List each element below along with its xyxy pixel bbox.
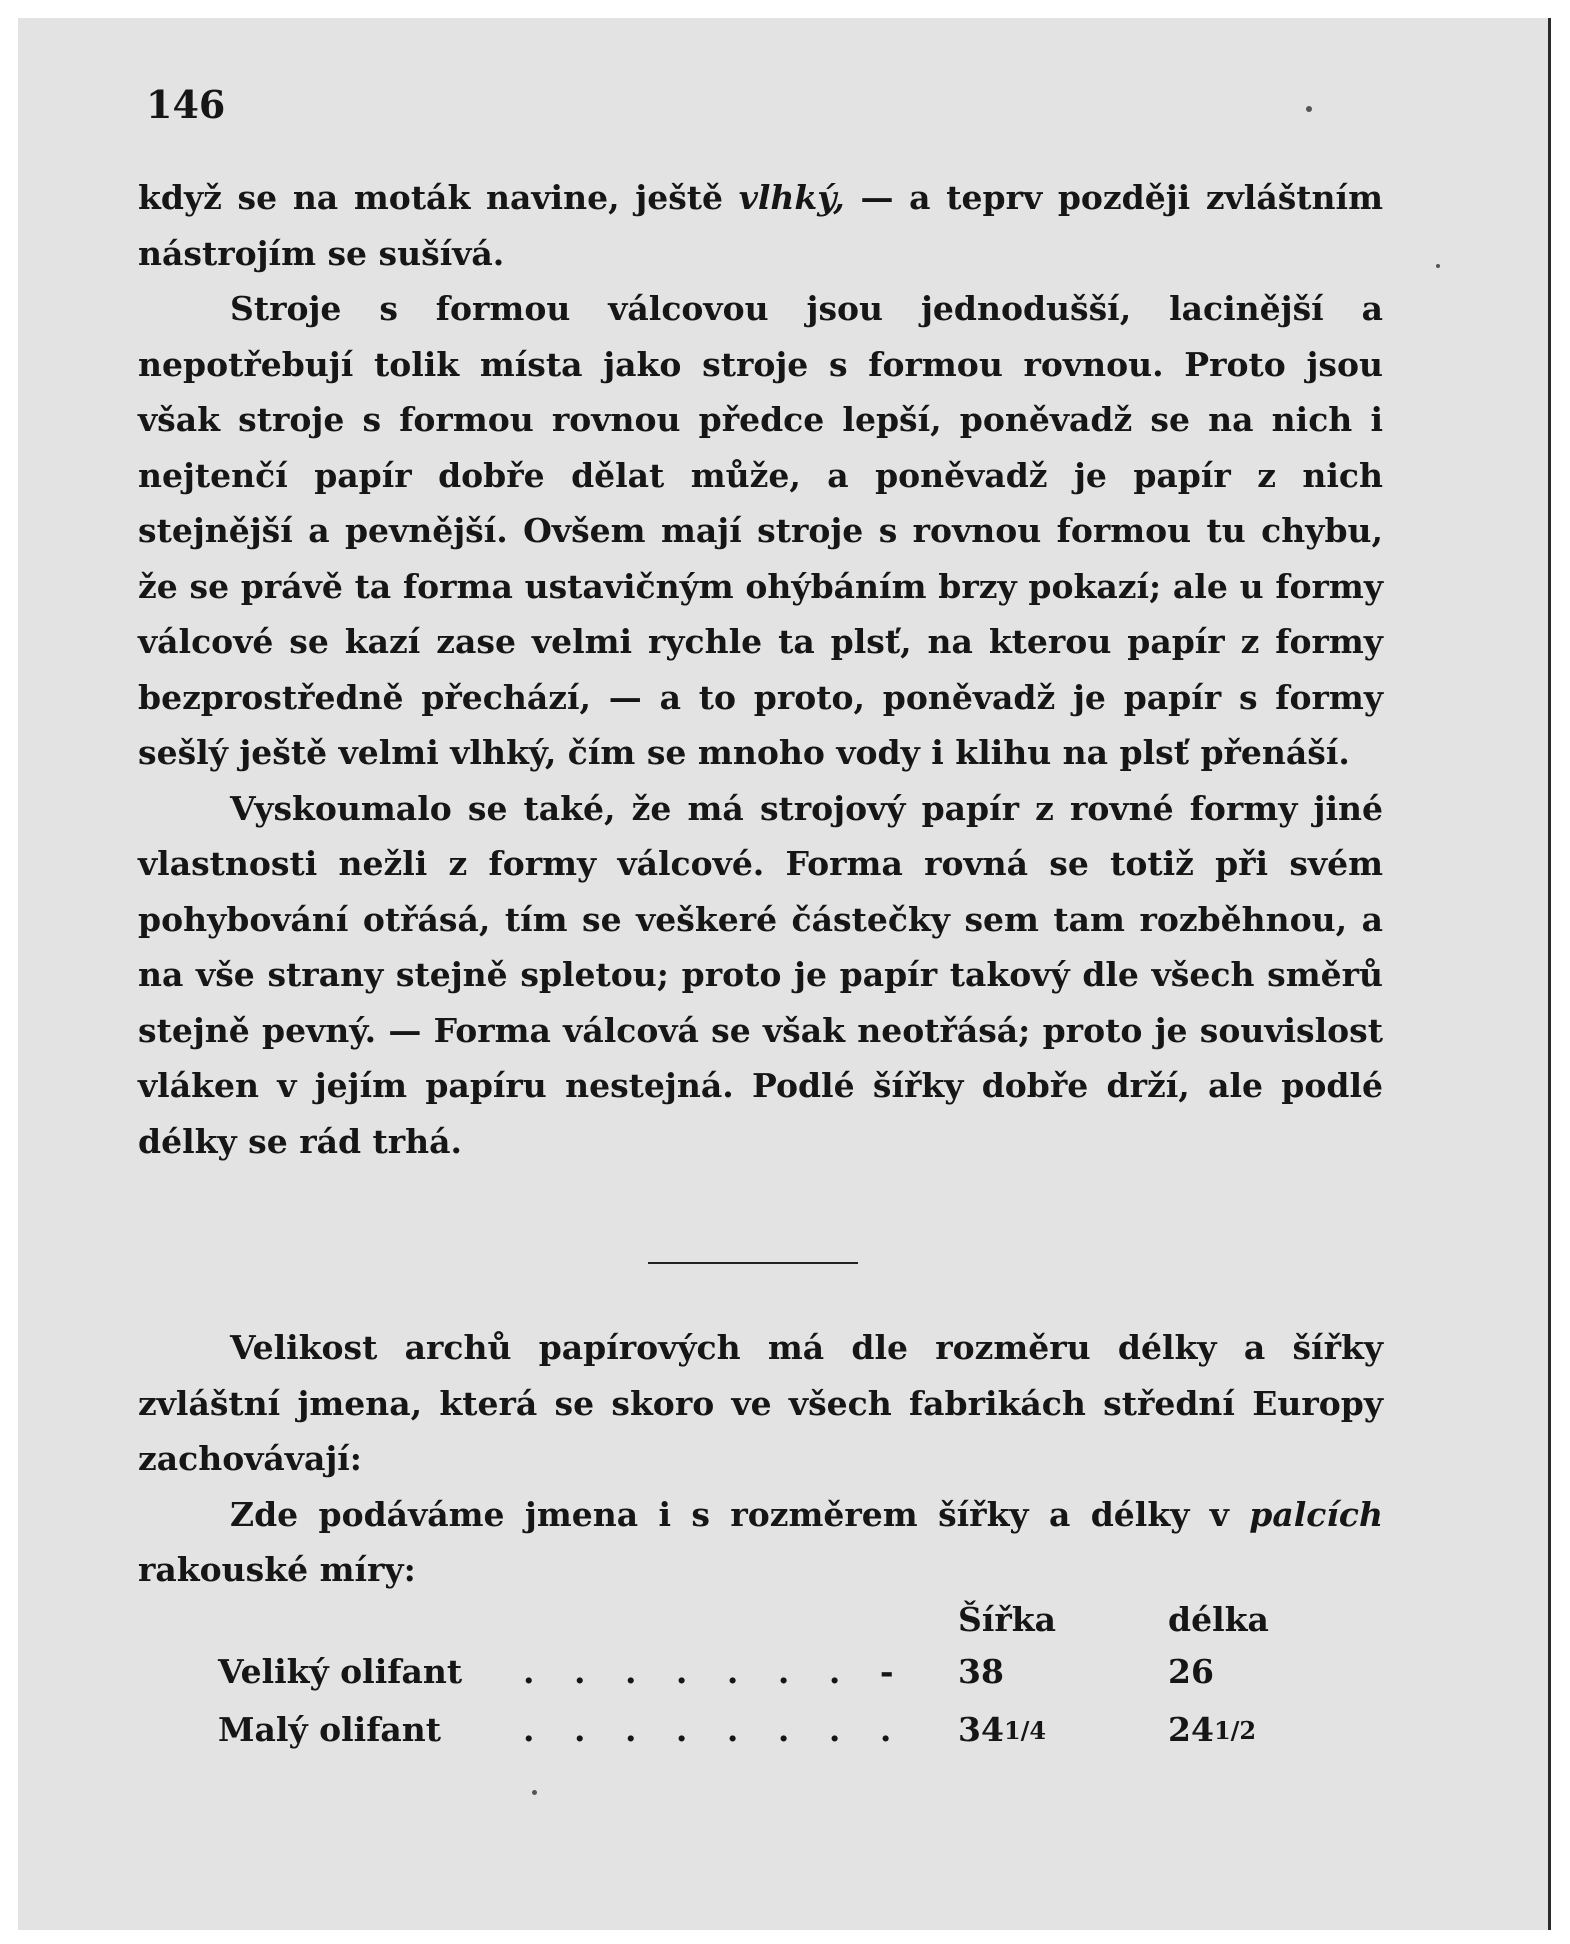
paragraph: Velikost archů papírových má dle rozměru délky a šířky zvláštní jmena, která se skoro ve všech fabrikách střední Europy zachovávají: xyxy=(138,1328,1383,1478)
size-name: Malý olifant xyxy=(218,1710,442,1749)
scan-speck xyxy=(532,1790,537,1795)
paragraph: Vyskoumalo se také, že má strojový papír z rovné formy jiné vlastnosti nežli z formy válcové. Forma rovná se totiž při svém pohybování otřásá, tím se veškeré částečky sem tam rozběhnou, a na vše strany stejně spletou; proto je papír takový dle všech směrů stejně pevný. — Forma válcová se však neotřásá; proto je souvislost vláken v jejím papíru nestejná. Podlé šířky dobře drží, ale podlé délky se rád trhá. xyxy=(138,788,1383,1161)
scan-speck xyxy=(1306,106,1312,112)
size-name: Veliký olifant xyxy=(218,1652,463,1691)
page-number: 146 xyxy=(146,82,226,127)
size-length: 26 xyxy=(1168,1652,1214,1691)
table-row xyxy=(218,1652,1338,1710)
paragraph: Zde podáváme jmena i s rozměrem šířky a délky v palcích rakouské míry: xyxy=(138,1494,1383,1589)
leader-dots: . . . . . . . . xyxy=(523,1710,906,1749)
leader-dots: . . . . . . . - xyxy=(523,1652,908,1691)
emphasis-word: palcích xyxy=(1249,1494,1383,1534)
paragraph-continued: když se na moták navine, ještě vlhký, — a teprv později zvláštním nástrojím se sušívá. xyxy=(138,178,1383,273)
fraction: 1/4 xyxy=(1003,1716,1047,1745)
table-header xyxy=(218,1600,1338,1652)
body-text xyxy=(138,170,1383,1169)
scan-speck xyxy=(1436,264,1440,268)
paragraph: Stroje s formou válcovou jsou jednodušší, lacinější a nepotřebují tolik místa jako stroje s formou rovnou. Proto jsou však stroje s formou rovnou předce lepší, poněvadž se na nich i nejtenčí papír dobře dělat může, a poněvadž je papír z nich stejnější a pevnější. Ovšem mají stroje s rovnou formou tu chybu, že se právě ta forma ustavičným ohýbáním brzy pokazí; ale u formy válcové se kazí zase velmi rychle ta plsť, na kterou papír z formy bezprostředně přechází, — a to proto, poněvadž je papír s formy sešlý ještě velmi vlhký, čím se mnoho vody i klihu na plsť přenáší. xyxy=(138,289,1383,772)
body-text-lower xyxy=(138,1320,1383,1598)
header-length: délka xyxy=(1168,1600,1269,1639)
table-row xyxy=(218,1710,1338,1768)
emphasis-word: vlhký, xyxy=(738,178,845,217)
fraction: 1/2 xyxy=(1213,1716,1257,1745)
size-width: 341/4 xyxy=(958,1710,1047,1749)
size-width: 38 xyxy=(958,1652,1004,1691)
header-width: Šířka xyxy=(958,1600,1057,1639)
paper-size-table xyxy=(218,1600,1338,1768)
size-length: 241/2 xyxy=(1168,1710,1257,1749)
section-divider xyxy=(648,1262,858,1264)
